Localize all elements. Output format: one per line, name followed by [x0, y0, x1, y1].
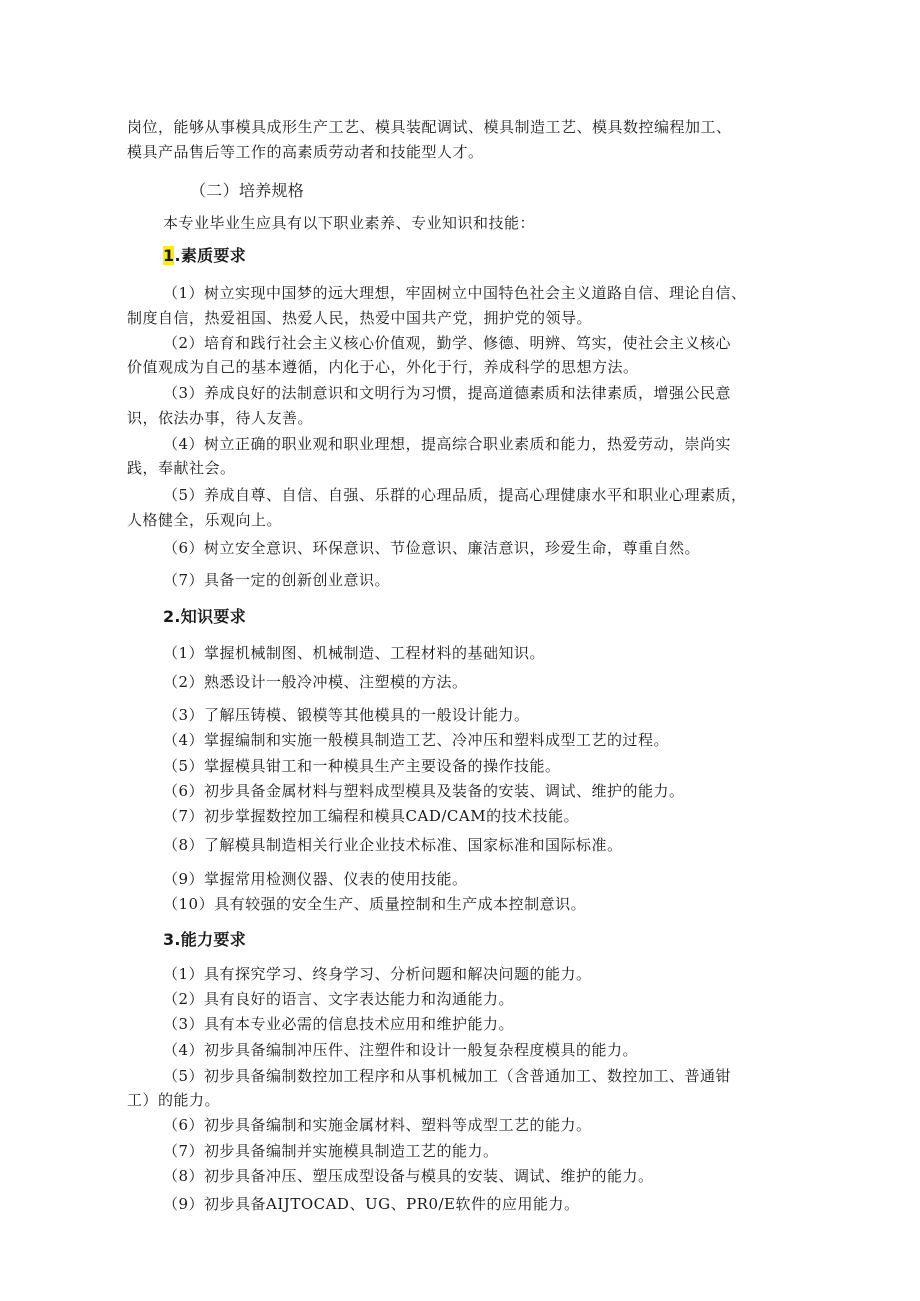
quality-line-2: 制度自信，热爱祖国、热爱人民，热爱中国共产党，拥护党的领导。: [127, 309, 593, 327]
quality-line-4: 价值观成为自己的基本遵循，内化于心，外化于行，养成科学的思想方法。: [127, 358, 639, 376]
ability-line-10: （9）初步具备AIJTOCAD、UG、PR0/E软件的应用能力。: [163, 1195, 580, 1213]
knowledge-line-7: （7）初步掌握数控加工编程和模具CAD/CAM的技术技能。: [163, 807, 580, 825]
knowledge-line-6: （6）初步具备金属材料与塑料成型模具及装备的安装、调试、维护的能力。: [163, 782, 685, 800]
quality-line-3: （2）培育和践行社会主义核心价值观，勤学、修德、明辨、笃实，使社会主义核心: [163, 334, 732, 352]
knowledge-line-4: （4）掌握编制和实施一般模具制造工艺、冷冲压和塑料成型工艺的过程。: [163, 731, 670, 749]
ability-line-4: （4）初步具备编制冲压件、注塑件和设计一般复杂程度模具的能力。: [163, 1041, 639, 1059]
quality-line-9: （5）养成自尊、自信、自强、乐群的心理品质，提高心理健康水平和职业心理素质，: [163, 486, 747, 504]
quality-line-6: 识，依法办事，待人友善。: [127, 409, 314, 427]
knowledge-line-9: （9）掌握常用检测仪器、仪表的使用技能。: [163, 870, 468, 888]
ability-line-1: （1）具有探究学习、终身学习、分析问题和解决问题的能力。: [163, 965, 592, 983]
quality-line-1: （1）树立实现中国梦的远大理想，牢固树立中国特色社会主义道路自信、理论自信、: [163, 284, 747, 302]
quality-heading: [163, 246, 246, 266]
ability-heading: 3.能力要求: [163, 930, 247, 949]
knowledge-line-10: （10）具有较强的安全生产、质量控制和生产成本控制意识。: [163, 895, 587, 913]
highlight-mark: 1: [163, 246, 175, 265]
ability-line-5: （5）初步具备编制数控加工程序和从事机械加工（含普通加工、数控加工、普通钳: [163, 1067, 732, 1085]
ability-line-6: 工）的能力。: [127, 1091, 221, 1109]
knowledge-line-5: （5）掌握模具钳工和一种模具生产主要设备的操作技能。: [163, 757, 561, 775]
knowledge-line-3: （3）了解压铸模、锻模等其他模具的一般设计能力。: [163, 706, 530, 724]
ability-line-3: （3）具有本专业必需的信息技术应用和维护能力。: [163, 1015, 515, 1033]
quality-heading-text: .素质要求: [174, 246, 247, 265]
knowledge-heading: 2.知识要求: [163, 607, 247, 626]
intro-line-1: 岗位，能够从事模具成形生产工艺、模具装配调试、模具制造工艺、模具数控编程加工、: [127, 118, 732, 136]
quality-line-12: （7）具备一定的创新创业意识。: [163, 571, 391, 589]
knowledge-line-2: （2）熟悉设计一般冷冲模、注塑模的方法。: [163, 673, 468, 691]
quality-line-10: 人格健全，乐观向上。: [127, 511, 283, 529]
ability-line-2: （2）具有良好的语言、文字表达能力和沟通能力。: [163, 990, 515, 1008]
ability-line-9: （8）初步具备冲压、塑压成型设备与模具的安装、调试、维护的能力。: [163, 1167, 654, 1185]
quality-line-7: （4）树立正确的职业观和职业理想，提高综合职业素质和能力，热爱劳动，崇尚实: [163, 435, 732, 453]
knowledge-line-8: （8）了解模具制造相关行业企业技术标准、国家标准和国际标准。: [163, 836, 623, 854]
intro-line-2: 模具产品售后等工作的高素质劳动者和技能型人才。: [127, 143, 484, 161]
quality-line-5: （3）养成良好的法制意识和文明行为习惯，提高道德素质和法律素质，增强公民意: [163, 384, 732, 402]
section-intro: 本专业毕业生应具有以下职业素养、专业知识和技能：: [163, 214, 536, 232]
quality-line-11: （6）树立安全意识、环保意识、节俭意识、廉洁意识，珍爱生命，尊重自然。: [163, 539, 701, 557]
ability-line-8: （7）初步具备编制并实施模具制造工艺的能力。: [163, 1142, 499, 1160]
section-title: （二）培养规格: [190, 181, 305, 200]
ability-line-7: （6）初步具备编制和实施金属材料、塑料等成型工艺的能力。: [163, 1116, 592, 1134]
quality-line-8: 践，奉献社会。: [127, 459, 236, 477]
knowledge-line-1: （1）掌握机械制图、机械制造、工程材料的基础知识。: [163, 644, 546, 662]
